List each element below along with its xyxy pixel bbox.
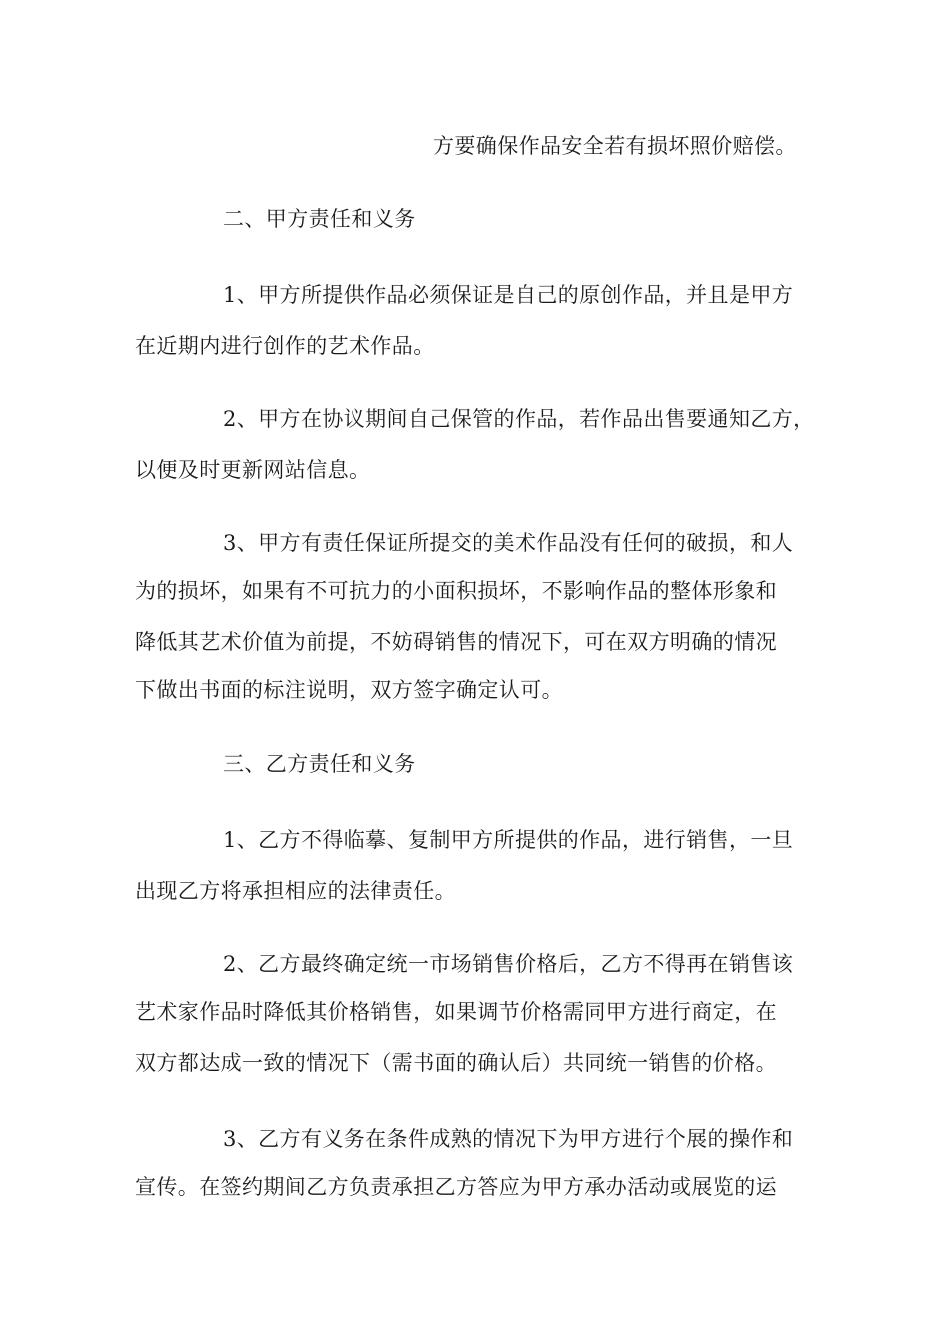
- text-line: 3、甲方有责任保证所提交的美术作品没有任何的破损，和人: [223, 531, 794, 555]
- section-heading: 三、乙方责任和义务: [223, 752, 416, 776]
- text-line: 1、甲方所提供作品必须保证是自己的原创作品，并且是甲方: [223, 283, 794, 307]
- text-line: 1、乙方不得临摹、复制甲方所提供的作品，进行销售，一旦: [223, 828, 794, 852]
- text-line: 方要确保作品安全若有损坏照价赔偿。: [433, 134, 797, 158]
- text-line: 降低其艺术价值为前提，不妨碍销售的情况下，可在双方明确的情况: [135, 630, 777, 654]
- text-line: 在近期内进行创作的艺术作品。: [135, 334, 435, 358]
- text-line: 3、乙方有义务在条件成熟的情况下为甲方进行个展的操作和: [223, 1127, 794, 1151]
- section-heading: 二、甲方责任和义务: [223, 207, 416, 231]
- text-line: 宣传。在签约期间乙方负责承担乙方答应为甲方承办活动或展览的运: [135, 1175, 777, 1199]
- text-line: 2、乙方最终确定统一市场销售价格后，乙方不得再在销售该: [223, 952, 794, 976]
- text-line: 2、甲方在协议期间自己保管的作品，若作品出售要通知乙方，: [223, 407, 815, 431]
- text-line: 出现乙方将承担相应的法律责任。: [135, 879, 456, 903]
- text-line: 下做出书面的标注说明，双方签字确定认可。: [135, 678, 563, 702]
- text-line: 以便及时更新网站信息。: [135, 458, 371, 482]
- text-line: 为的损坏，如果有不可抗力的小面积损坏，不影响作品的整体形象和: [135, 579, 777, 603]
- text-line: 双方都达成一致的情况下（需书面的确认后）共同统一销售的价格。: [135, 1051, 777, 1075]
- text-line: 艺术家作品时降低其价格销售，如果调节价格需同甲方进行商定，在: [135, 1000, 777, 1024]
